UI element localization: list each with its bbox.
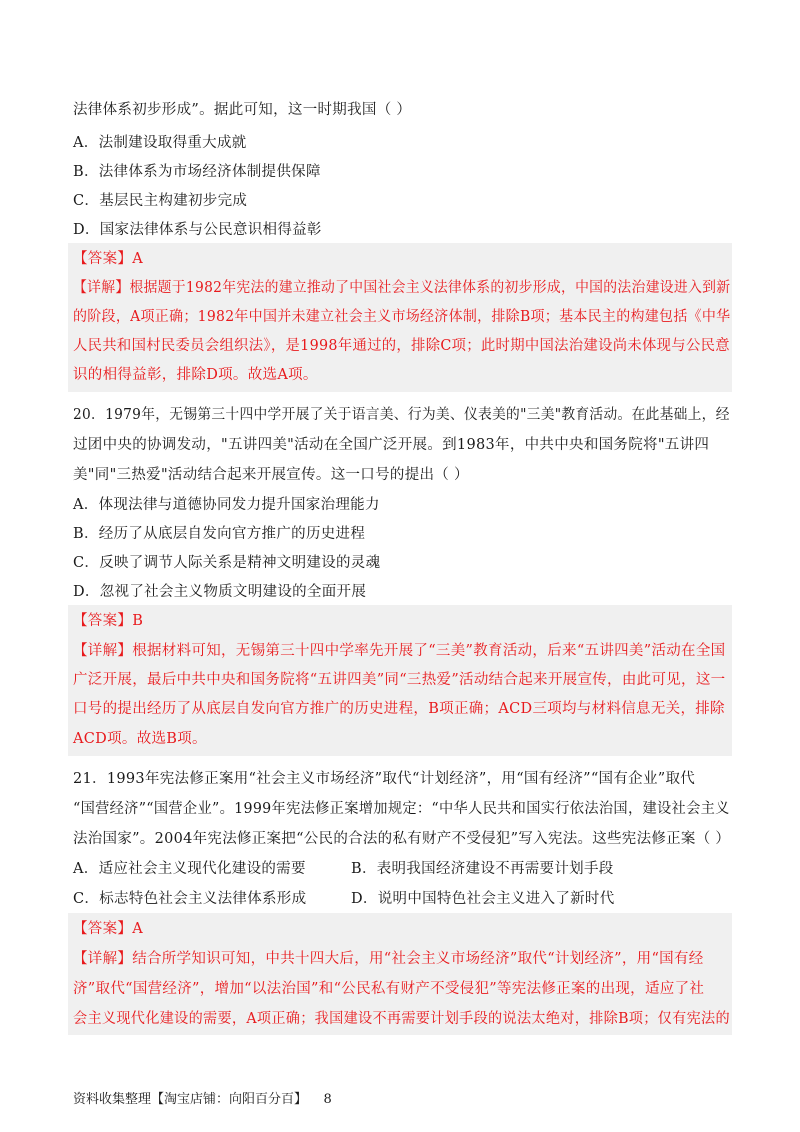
q20-answer: 【答案】B (73, 613, 144, 629)
q20-stem-line: 过团中央的协调发动，"五讲四美"活动在全国广泛开展。到1983年，中共中央和国务院将"五讲四 (73, 437, 710, 453)
footer-source-text: 资料收集整理【淘宝店铺：向阳百分百】 (73, 1092, 308, 1107)
q19-option-a: A．法制建设取得重大成就 (73, 135, 247, 151)
q20-option-b: B．经历了从底层自发向官方推广的历史进程 (73, 526, 366, 542)
q19-analysis-line: 人民共和国村民委员会组织法》，是1998年通过的，排除C项；此时期中国法治建设尚未体现与公民意 (73, 338, 730, 354)
q19-answer: 【答案】A (73, 251, 143, 267)
q20-analysis-line: 口号的提出经历了从底层自发向官方推广的历史进程，B项正确；ACD三项均与材料信息无关，排除 (73, 701, 725, 717)
q19-option-b: B．法律体系为市场经济体制提供保障 (73, 164, 321, 180)
q20-option-d: D．忽视了社会主义物质文明建设的全面开展 (73, 584, 367, 600)
q21-option-c: C．标志特色社会主义法律体系形成 (73, 891, 307, 907)
q20-analysis-line: ACD项。故选B项。 (73, 731, 207, 747)
q20-option-a: A．体现法律与道德协同发力提升国家治理能力 (73, 497, 380, 513)
q20-analysis-line: 广泛开展，最后中共中央和国务院将“五讲四美”同“三热爱”活动结合起来开展宣传，由此可见，这一 (73, 672, 726, 688)
q19-analysis-line: 的阶段，A项正确；1982年中国并未建立社会主义市场经济体制，排除B项；基本民主的构建包括《中华 (73, 309, 731, 325)
q21-option-a: A．适应社会主义现代化建设的需要 (73, 861, 306, 877)
q21-answer: 【答案】A (73, 921, 143, 937)
q20-stem-line: 美"同"三热爱"活动结合起来开展宣传。这一口号的提出（ ） (73, 467, 469, 483)
q21-option-b: B．表明我国经济建设不再需要计划手段 (351, 861, 614, 877)
q19-analysis-line: 识的相得益彰，排除D项。故选A项。 (73, 367, 318, 383)
q21-option-d: D．说明中国特色社会主义进入了新时代 (351, 891, 615, 907)
page-number: 8 (323, 1092, 332, 1107)
q21-stem-line: “国营经济”“国营企业”。1999年宪法修正案增加规定：“中华人民共和国实行依法治国，建设社会主义 (73, 801, 730, 817)
q19-stem-end: 法律体系初步形成”。据此可知，这一时期我国（ ） (73, 102, 412, 118)
q19-analysis-line: 【详解】根据题于1982年宪法的建立推动了中国社会主义法律体系的初步形成，中国的法治建设进入到新 (73, 280, 731, 296)
q20-stem-line: 20．1979年，无锡第三十四中学开展了关于语言美、行为美、仪表美的"三美"教育活动。在此基础上，经 (73, 407, 730, 423)
q21-stem-line: 法治国家”。2004年宪法修正案把“公民的合法的私有财产不受侵犯”写入宪法。这些宪法修正案（ ） (73, 831, 731, 847)
q21-stem-line: 21．1993年宪法修正案用“社会主义市场经济”取代“计划经济”，用“国有经济”“国有企业”取代 (73, 771, 696, 787)
q20-analysis-line: 【详解】根据材料可知，无锡第三十四中学率先开展了“三美”教育活动，后来“五讲四美”活动在全国 (73, 643, 726, 659)
q20-option-c: C．反映了调节人际关系是精神文明建设的灵魂 (73, 555, 381, 571)
q21-analysis-line: 会主义现代化建设的需要，A项正确；我国建设不再需要计划手段的说法太绝对，排除B项；仅有宪法的 (73, 1011, 730, 1027)
q21-analysis-line: 【详解】结合所学知识可知，中共十四大后，用“社会主义市场经济”取代“计划经济”，用“国有经 (73, 951, 704, 967)
q19-option-c: C．基层民主构建初步完成 (73, 193, 248, 209)
q19-option-d: D．国家法律体系与公民意识相得益彰 (73, 222, 322, 238)
page-footer (73, 1088, 332, 1107)
q21-analysis-line: 济”取代“国营经济”，增加“以法治国”和“公民私有财产不受侵犯”等宪法修正案的出现，适应了社 (73, 981, 705, 997)
